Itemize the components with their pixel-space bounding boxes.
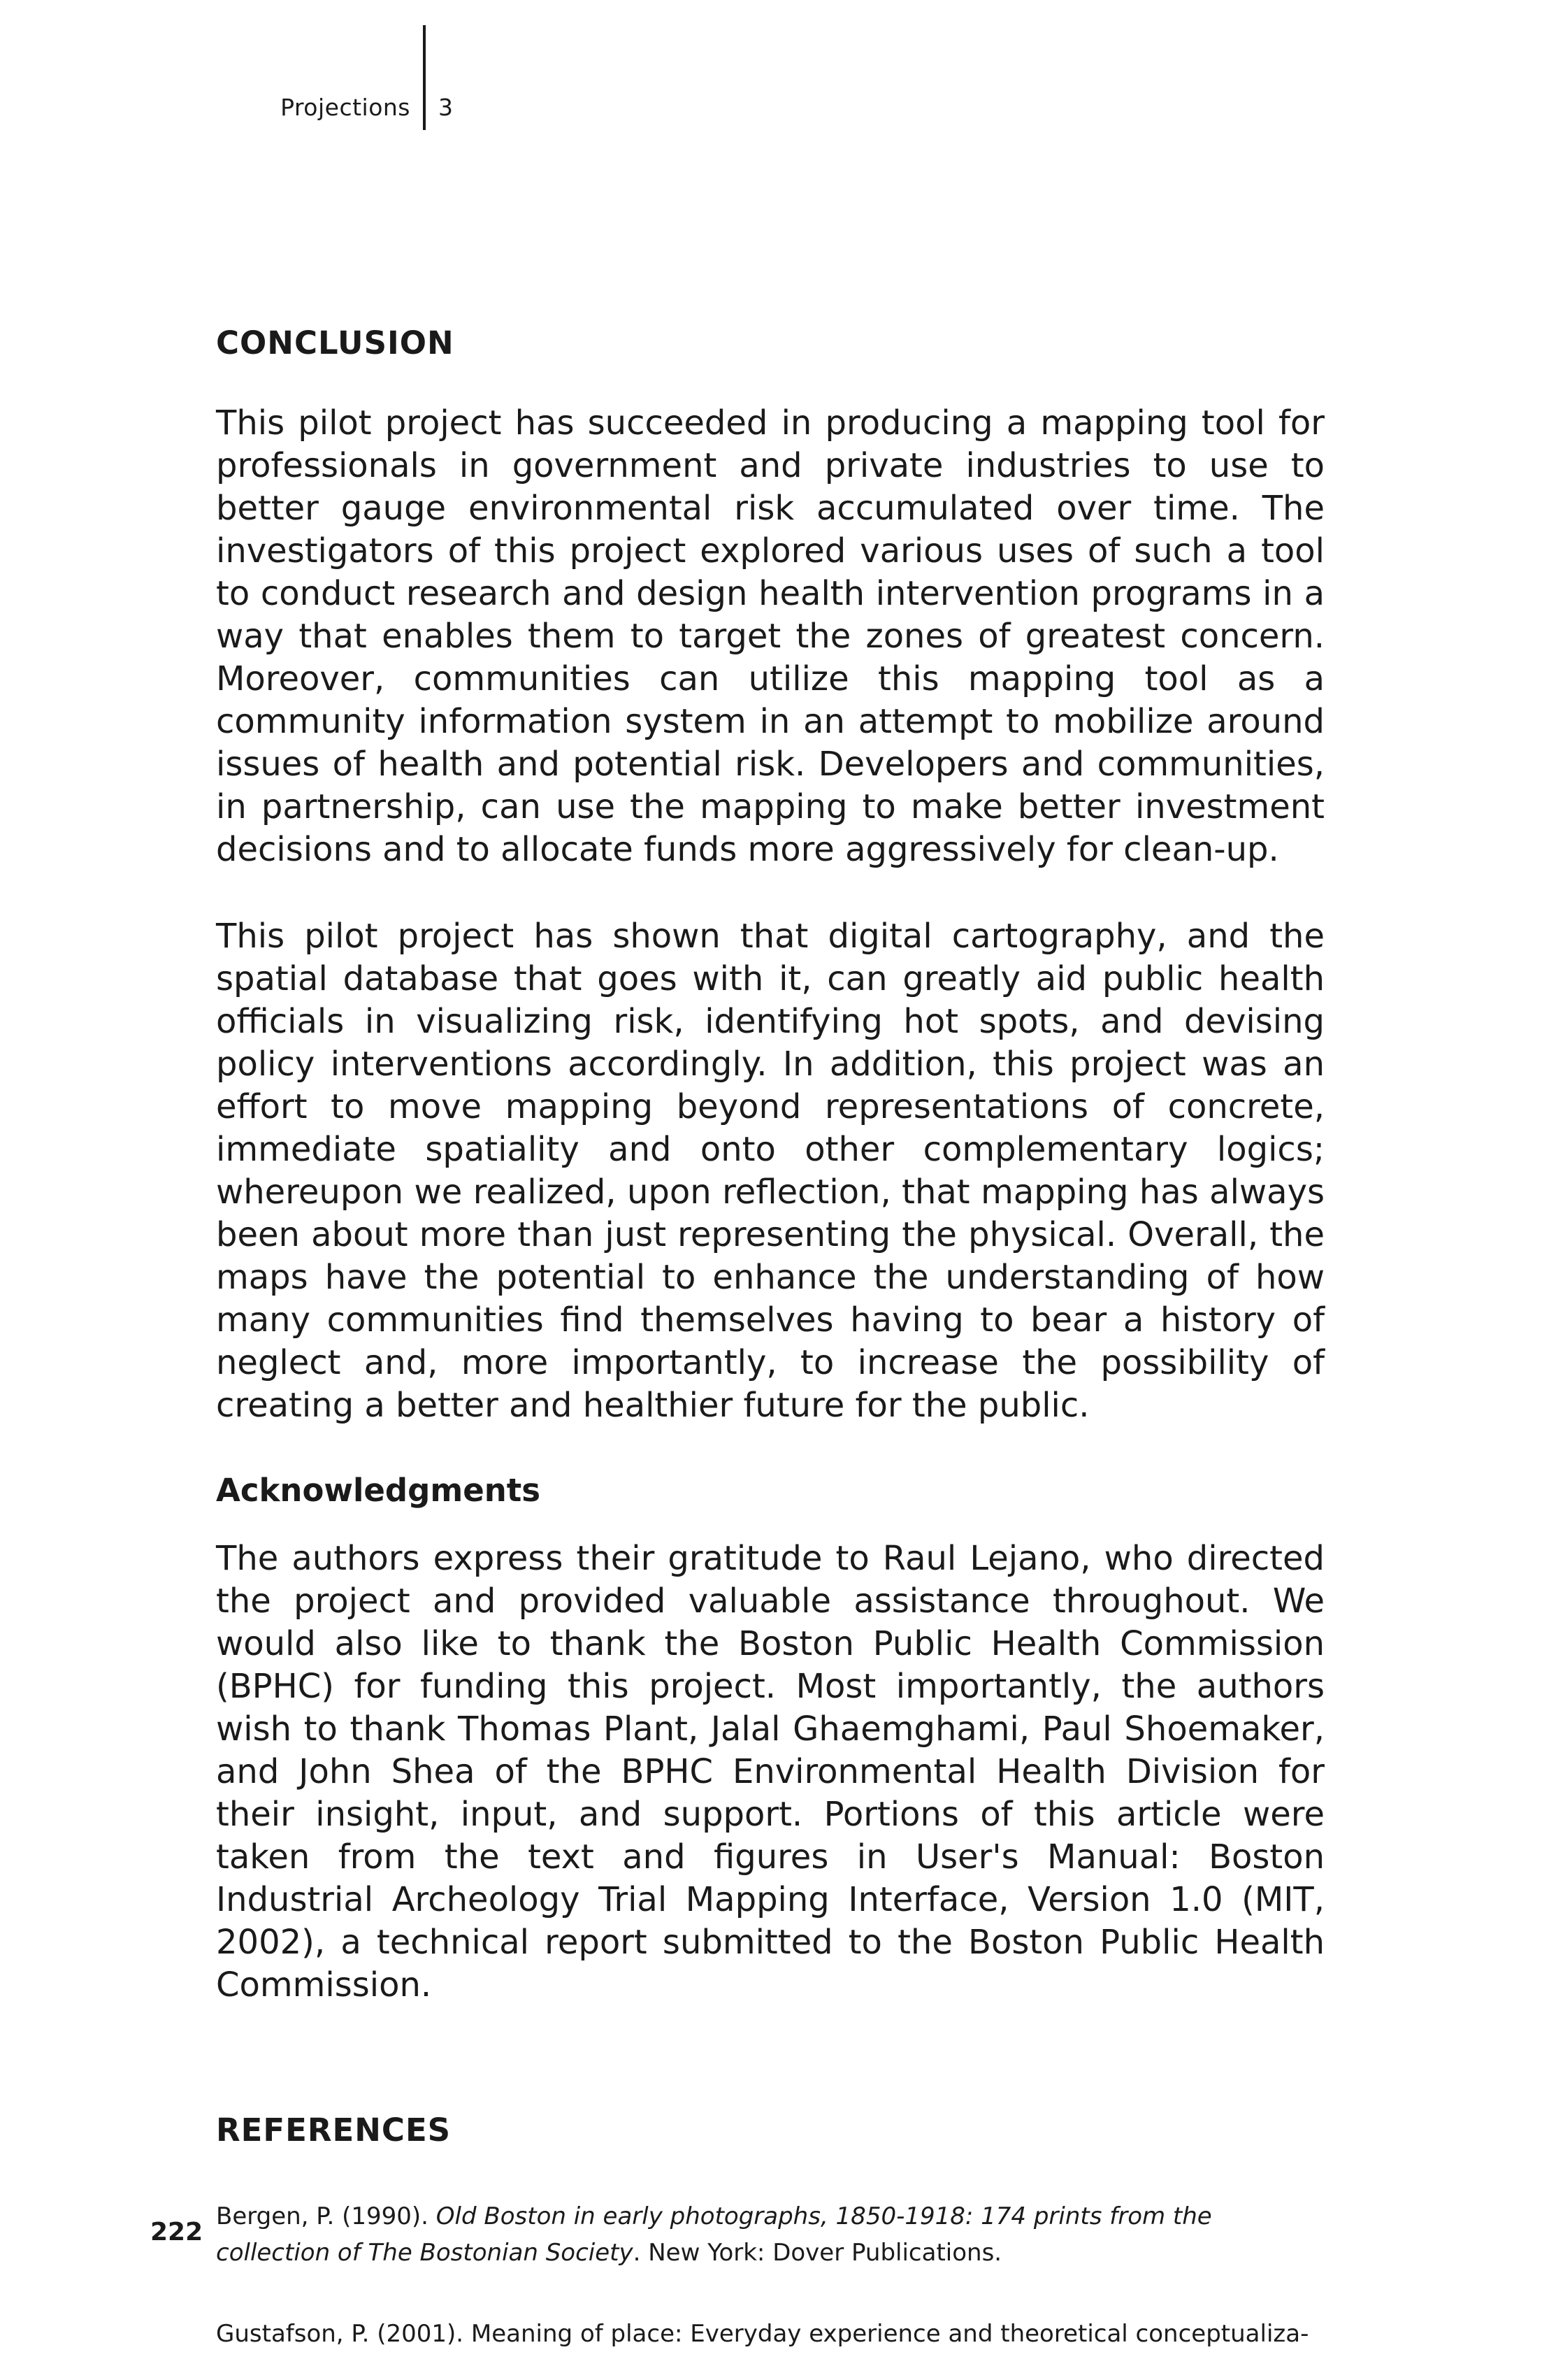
reference-lead: Bergen, P. (1990).	[216, 2202, 436, 2230]
reference-entry	[216, 2316, 1325, 2352]
conclusion-paragraph: This pilot project has shown that digital cartography, and the spatial database that goes with it, can greatly aid public health officials in visualizing risk, identifying hot spots, and devising policy interventions accordingly. In addition, this project was an effort to move mapping beyond representations of concrete, immediate spatiality and onto other complementary logics; whereupon we realized, upon reflection, that mapping has always been about more than just representing the physical. Overall, the maps have the potential to enhance the understanding of how many communities find themselves having to bear a history of neglect and, more importantly, to increase the possibility of creating a better and healthier future for the public.	[216, 917, 1325, 1425]
header-divider	[423, 25, 426, 130]
reference-title: Old Boston in early photographs, 1850-1918: 174 prints from the collection of The Bostonian Society	[216, 2202, 1212, 2267]
issue-number: 3	[438, 94, 453, 121]
journal-title: Projections	[280, 94, 410, 121]
references-heading: REFERENCES	[216, 2112, 452, 2149]
page-number: 222	[150, 2218, 203, 2246]
acknowledgments-paragraph: The authors express their gratitude to Raul Lejano, who directed the project and provided valuable assistance throughout. We would also like to thank the Boston Public Health Commission (BPHC) for funding this project. Most importantly, the authors wish to thank Thomas Plant, Jalal Ghaemghami, Paul Shoemaker, and John Shea of the BPHC Environmental Health Division for their insight, input, and support. Portions of this article were taken from the text and figures in User's Manual: Boston Industrial Archeology Trial Mapping Interface, Version 1.0 (MIT, 2002), a technical report submitted to the Boston Public Health Commission.	[216, 1539, 1325, 2005]
acknowledgments-heading: Acknowledgments	[216, 1472, 541, 1509]
reference-lead: Gustafson, P. (2001). Meaning of place: Everyday experience and theoretical conceptualiza-	[216, 2320, 1309, 2348]
article-body	[216, 308, 1325, 2352]
reference-tail: . New York: Dover Publications.	[633, 2239, 1002, 2267]
conclusion-paragraph: This pilot project has succeeded in producing a mapping tool for professionals in government and private industries to use to better gauge environmental risk accumulated over time. The investigators of this project explored various uses of such a tool to conduct research and design health intervention programs in a way that enables them to target the zones of greatest concern. Moreover, communities can utilize this mapping tool as a community information system in an attempt to mobilize around issues of health and potential risk. Developers and communities, in partnership, can use the mapping to make better investment decisions and to allocate funds more aggressively for clean-up.	[216, 403, 1325, 869]
running-header	[0, 25, 1542, 130]
conclusion-heading: CONCLUSION	[216, 324, 454, 361]
reference-entry	[216, 2198, 1325, 2271]
